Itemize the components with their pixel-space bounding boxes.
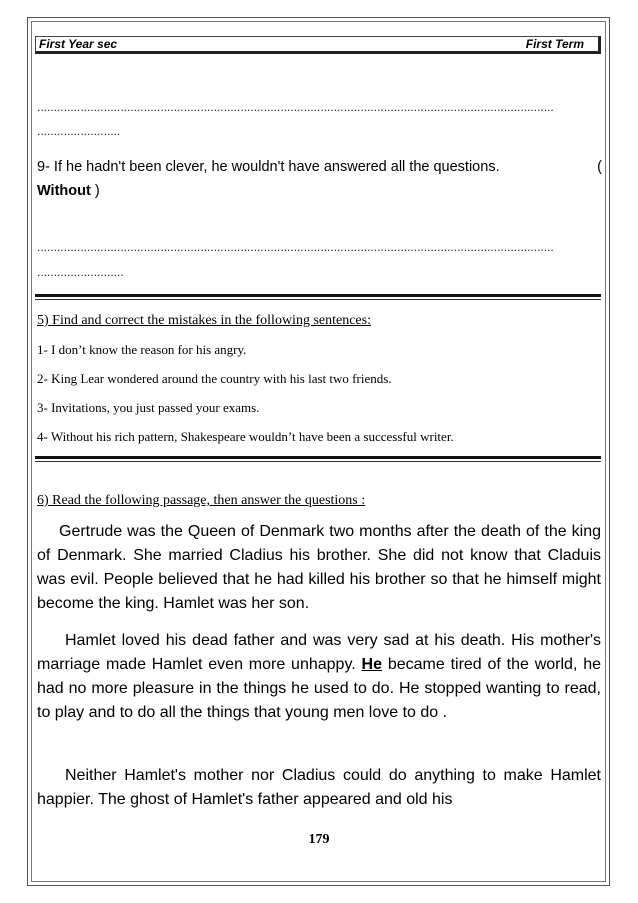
page-border-inner — [31, 21, 606, 882]
passage-text: became tired of the world, he had no more pleasure in the things he used to do. He stopped wanting to read, to play and to do all the things that young men love to do . — [37, 656, 602, 721]
question-9-text: 9- If he hadn't been clever, he wouldn't have answered all the questions. — [37, 159, 500, 175]
section-divider — [35, 294, 601, 297]
answer-line: ......................... — [37, 124, 121, 138]
answer-line: ........................................................................................................................................................... — [37, 100, 554, 114]
question-9-open-paren: ( — [597, 159, 602, 175]
passage-paragraph-3 — [37, 764, 601, 812]
passage-text: Gertrude was the Queen of Denmark two months after the death of the king of Denmark. She married Cladius his brother. She did not know that Claduis was evil. People believed that he had killed his brother so that he himself might become the king. Hamlet was her son. — [37, 523, 601, 612]
passage-paragraph-1 — [37, 520, 601, 616]
header-left: First Year sec — [39, 37, 118, 51]
question-9 — [37, 155, 602, 203]
passage-text: Neither Hamlet's mother nor Cladius could do anything to make Hamlet happier. The ghost of Hamlet's father appeared and old his — [37, 767, 601, 808]
section-6-title: 6) Read the following passage, then answer the questions : — [37, 493, 366, 508]
header-right: First Term — [525, 37, 584, 51]
section-divider-thin — [35, 461, 601, 462]
list-item: 2- King Lear wondered around the country with his last two friends. — [37, 371, 392, 386]
passage-text: Hamlet loved his dead father and was very sad at his death. His mother's marriage made Hamlet even more unhappy. — [37, 632, 601, 673]
page-number: 179 — [308, 832, 330, 847]
list-item: 3- Invitations, you just passed your exams. — [37, 400, 260, 415]
list-item: 1- I don’t know the reason for his angry. — [37, 342, 247, 357]
section-divider — [35, 456, 601, 459]
passage-paragraph-2 — [37, 629, 601, 725]
answer-line: .......................... — [37, 265, 124, 279]
page-header — [35, 36, 601, 54]
section-5-title: 5) Find and correct the mistakes in the following sentences: — [37, 313, 371, 328]
section-divider-thin — [35, 299, 601, 300]
question-9-close-paren: ) — [94, 183, 100, 199]
question-9-keyword: Without — [37, 183, 91, 199]
list-item: 4- Without his rich pattern, Shakespeare wouldn’t have been a successful writer. — [37, 429, 454, 444]
answer-line: ........................................................................................................................................................... — [37, 240, 554, 254]
highlighted-word: He — [361, 656, 382, 673]
